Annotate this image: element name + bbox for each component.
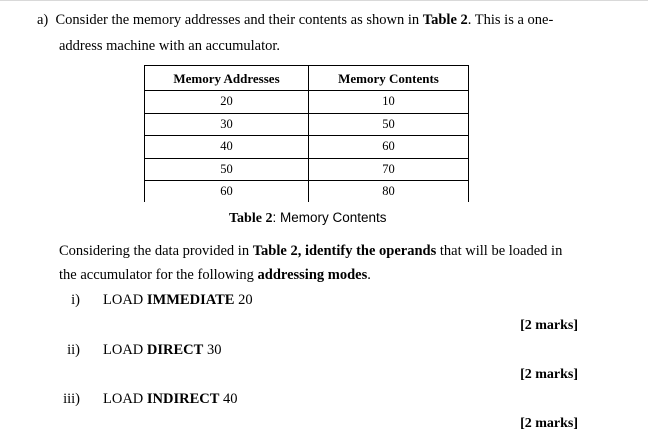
caption-text: : Memory Contents	[272, 210, 387, 225]
item-prefix: LOAD	[103, 342, 144, 358]
content-cell: 80	[309, 181, 469, 203]
marks-label: [2 marks]	[520, 318, 578, 333]
address-cell: 30	[145, 113, 309, 136]
table-row	[145, 158, 469, 181]
item-mode: INDIRECT	[146, 391, 220, 407]
instruction-line-1	[59, 243, 562, 259]
header-memory-contents: Memory Contents	[309, 66, 469, 91]
instruction-bold-modes: addressing modes	[257, 267, 368, 283]
question-text-1: Consider the memory addresses and their contents as shown in	[55, 12, 420, 28]
item-load-immediate	[103, 292, 253, 309]
instruction-table-ref: Table 2,	[252, 243, 302, 259]
content-cell: 50	[309, 113, 469, 136]
table-header-row	[145, 66, 469, 91]
item-prefix: LOAD	[103, 292, 144, 308]
item-mode: DIRECT	[146, 342, 204, 358]
question-label: a)	[37, 12, 49, 28]
item-load-indirect	[103, 391, 238, 408]
item-number: ii)	[67, 342, 80, 358]
content-cell: 10	[309, 91, 469, 114]
item-number: i)	[71, 292, 80, 308]
item-number: iii)	[63, 391, 80, 407]
instruction-bold-phrase: identify the operands	[304, 243, 437, 259]
question-text-2: address machine with an accumulator.	[59, 38, 281, 54]
item-operand: 40	[223, 391, 238, 407]
content-cell: 60	[309, 136, 469, 159]
question-line-1	[37, 12, 553, 28]
header-memory-addresses: Memory Addresses	[145, 66, 309, 91]
item-prefix: LOAD	[103, 391, 144, 407]
table-row	[145, 136, 469, 159]
table-row	[145, 181, 469, 203]
address-cell: 50	[145, 158, 309, 181]
marks-label: [2 marks]	[520, 416, 578, 431]
address-cell: 40	[145, 136, 309, 159]
instruction-text-1: Considering the data provided in	[59, 243, 250, 259]
instruction-text-3: the accumulator for the following	[59, 267, 254, 283]
address-cell: 60	[145, 181, 309, 203]
top-rule	[0, 0, 648, 1]
table-row	[145, 113, 469, 136]
table-caption	[229, 210, 387, 227]
question-text-1-end: . This is a one-	[467, 12, 554, 28]
marks-label: [2 marks]	[520, 367, 578, 382]
item-operand: 20	[238, 292, 253, 308]
instruction-line-2	[59, 267, 371, 283]
question-table-ref: Table 2	[422, 12, 468, 28]
item-operand: 30	[206, 342, 222, 358]
item-mode: IMMEDIATE	[146, 292, 235, 308]
caption-label: Table 2	[229, 211, 273, 226]
memory-table	[144, 65, 469, 202]
instruction-text-4: .	[367, 267, 371, 283]
question-line-2	[59, 38, 280, 54]
content-cell: 70	[309, 158, 469, 181]
instruction-text-2: that will be loaded in	[439, 243, 563, 259]
table-row	[145, 91, 469, 114]
item-load-direct	[103, 342, 221, 359]
address-cell: 20	[145, 91, 309, 114]
